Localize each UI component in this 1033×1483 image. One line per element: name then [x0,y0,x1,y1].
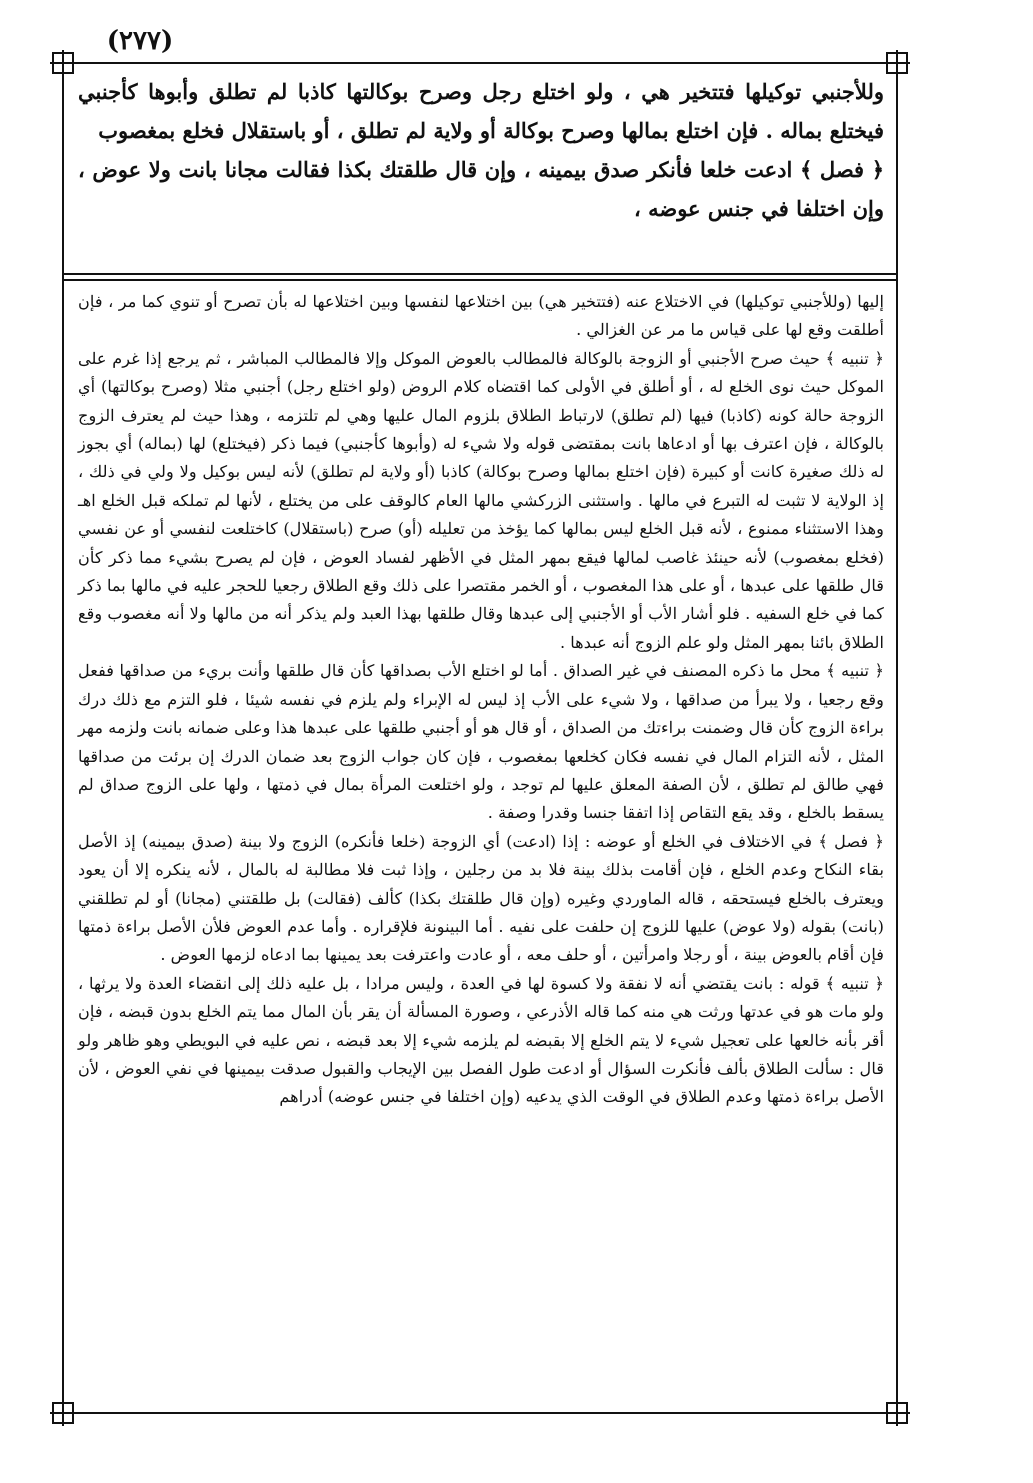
page-number: (٢٧٧) [106,26,174,56]
main-text-paragraph: وللأجنبي توكيلها فتتخير هي ، ولو اختلع رجل وصرح بوكالتها كاذبا لم تطلق وأبوها كأجنبي فيختلع بماله . فإن اختلع بمالها وصرح بوكالة أو ولاية لم تطلق ، أو باستقلال فخلع بمغصوب [78,79,884,143]
section-divider [62,273,898,275]
commentary-paragraph: ﴿ تنبيه ﴾ حيث صرح الأجنبي أو الزوجة بالوكالة فالمطالب بالعوض الموكل وإلا فالمطالب المباشر ، ثم يرجع إذا غرم على الموكل حيث نوى الخلع له ، أو أطلق في الأولى كما اقتضاه كلام الروض (ولو اختلع رجل) أجنبي مثلا (وصرح بوكالتها) أي الزوجة حالة كونه (كاذبا) فيها (لم تطلق) لارتباط الطلاق بلزوم المال عليها وهي لم تلتزمه ، وهذا حيث لم يعترف الزوج بالوكالة ، فإن اعترف بها أو ادعاها بانت بمقتضى قوله ولا شيء له (وأبوها كأجنبي) فيما ذكر (فيختلع) لها (بماله) أي بجوز له ذلك صغيرة كانت أو كبيرة (فإن اختلع بمالها وصرح بوكالة) كاذبا (أو ولاية لم تطلق) لأنه ليس بوكيل ولا ولي في ذلك ، إذ الولاية لا تثبت له التبرع في مالها . واستثنى الزركشي مالها العام كالوقف على من يختلع ، لأنها لم تملكه قبل الخلع اهـ وهذا الاستثناء ممنوع ، لأنه قبل الخلع ليس بمالها كما يؤخذ من تعليله (أو) صرح (باستقلال) كاختلعت لنفسي أو عن نفسي (فخلع بمغصوب) لأنه حينئذ غاصب لمالها فيقع بمهر المثل في الأظهر لفساد العوض ، فإن لم يصرح بشيء مما ذكر كأن قال طلقها على عبدها ، أو على هذا المغصوب ، أو الخمر مقتصرا على ذلك وقع الطلاق رجعيا للحجر عليه في مالها بما ذكر كما في خلع السفيه . فلو أشار الأب أو الأجنبي إلى عبدها وقال طلقها بهذا العبد ولم يذكر أنه من مالها ولا أنه مغصوب وقع الطلاق بائنا بمهر المثل ولو علم الزوج أنه عبدها . [78,348,884,652]
section-divider [62,279,898,281]
corner-ornament-icon [52,52,74,74]
corner-ornament-icon [886,1402,908,1424]
bottom-rule [62,1412,898,1414]
top-rule [62,62,898,64]
main-text [78,72,884,228]
corner-ornament-icon [886,52,908,74]
commentary-text [78,288,884,1112]
main-text-paragraph: ﴿ فصل ﴾ ادعت خلعا فأنكر صدق بيمينه ، وإن قال طلقتك بكذا فقالت مجانا بانت ولا عوض ، وإن اختلفا في جنس عوضه ، [78,157,884,221]
commentary-paragraph: ﴿ فصل ﴾ في الاختلاف في الخلع أو عوضه : إذا (ادعت) أي الزوجة (خلعا فأنكره) الزوج ولا بينة (صدق بيمينه) إذ الأصل بقاء النكاح وعدم الخلع ، فإن أقامت بذلك بينة فلا بد من رجلين ، وإذا ثبت فلا مطالبة له بالمال ، لأنه ينكره إلا أن يعود ويعترف بالخلع فيستحقه ، قاله الماوردي وغيره (وإن قال طلقتك بكذا) كألف (فقالت) بل طلقتني (مجانا) أو لم تطلقني (بانت) بقوله (ولا عوض) عليها للزوج إن حلفت على نفيه . أما البينونة فلإقراره . وأما عدم العوض فلأن الأصل براءة ذمتها فإن أقام بالعوض بينة ، أو رجلا وامرأتين ، أو حلف معه ، أو عادت واعترفت بعد يمينها بما ادعاه لزمها العوض . [78,831,884,965]
commentary-paragraph: إليها (وللأجنبي توكيلها) في الاختلاع عنه (فتتخير هي) بين اختلاعها لنفسها وبين اختلاعها له بأن تصرح أو تنوي كما مر ، فإن أطلقت وقع لها على قياس ما مر عن الغزالي . [78,292,884,340]
commentary-paragraph: ﴿ تنبيه ﴾ محل ما ذكره المصنف في غير الصداق . أما لو اختلع الأب بصداقها كأن قال طلقها وأنت بريء من صداقها ففعل وقع رجعيا ، ولا يبرأ من صداقها ، ولا شيء على الأب إذ ليس له الإبراء ولم يلزم في نفسه شيئا ، فلو التزم مع ذلك درك براءة الزوج كأن قال وضمنت براءتك من الصداق ، أو قال هو أو أجنبي طلقها على عبدها هذا وعلى ضمانه بانت ولزمه مهر المثل ، لأنه التزام المال في نفسه فكان كخلعها بمغصوب ، فإن كان جواب الزوج بعد ضمان الدرك إن برئت من صداقها فهي طالق لم تطلق ، لأن الصفة المعلق عليها لم توجد ، ولو اختلعت المرأة بمال في ذمتها ، ولها على الزوج صداق لم يسقط بالخلع ، وقد يقع التقاص إذا اتفقا جنسا وقدرا وصفة . [78,661,884,823]
corner-ornament-icon [52,1402,74,1424]
commentary-paragraph: ﴿ تنبيه ﴾ قوله : بانت يقتضي أنه لا نفقة ولا كسوة لها في العدة ، وليس مرادا ، بل عليه ذلك إلى انقضاء العدة ولا يرثها ، ولو مات هو في عدتها ورثت هي منه كما قاله الأذرعي ، وصورة المسألة أن يقر بأن المال مما يتم الخلع بدون قبضه ، فإن أقر بأنه خالعها على تعجيل شيء لا يتم الخلع إلا بقبضه لم يلزمه شيء إلا بعد قبضه ، نص عليه في البويطي وهو ظاهر ولو قال : سألت الطلاق بألف فأنكرت السؤال أو ادعت طول الفصل بين الإيجاب والقبول صدقت بيمينها في نفي العوض ، لأن الأصل براءة ذمتها وعدم الطلاق في الوقت الذي يدعيه (وإن اختلفا في جنس عوضه) أدراهم [78,973,884,1107]
